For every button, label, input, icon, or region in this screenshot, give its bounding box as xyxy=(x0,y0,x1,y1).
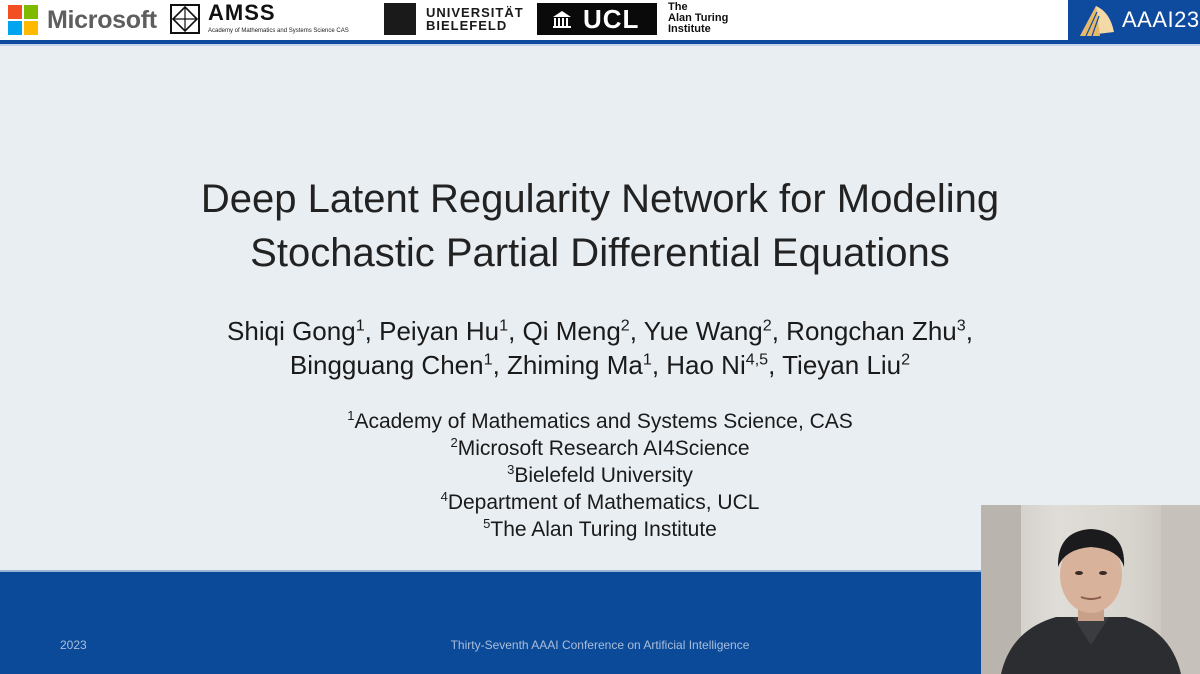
microsoft-squares-icon xyxy=(8,5,38,35)
footer-year: 2023 xyxy=(60,638,87,652)
author-affiliation-index: 1 xyxy=(642,350,652,369)
bielefeld-block-icon xyxy=(384,3,416,35)
title-line-1: Deep Latent Regularity Network for Modeling xyxy=(200,177,1000,221)
bielefeld-line2: BIELEFELD xyxy=(426,18,508,33)
author-affiliation-index: 1 xyxy=(499,316,509,335)
affiliation-text: Microsoft Research AI4Science xyxy=(457,437,750,460)
ucl-wordmark: UCL xyxy=(583,3,640,34)
slide-title xyxy=(0,172,1200,280)
affiliation-text: Academy of Mathematics and Systems Science, CAS xyxy=(354,410,853,433)
title-line-2: Stochastic Partial Differential Equations xyxy=(250,231,950,275)
aaai23-logo xyxy=(1068,0,1200,40)
author-list xyxy=(0,314,1200,382)
bielefeld-line1: UNIVERSITÄT xyxy=(426,5,524,20)
turing-line2: Alan Turing xyxy=(668,12,729,24)
author-name: Hao Ni xyxy=(666,350,746,380)
authors-line-2: Bingguang Chen$^1$, Zhiming Ma$^1$, Hao Ni$^{4,5}$, Tieyan Liu$^2$ xyxy=(289,350,911,380)
author-name: Tieyan Liu xyxy=(782,350,902,380)
affiliation-text: Department of Mathematics, UCL xyxy=(447,491,760,514)
affiliation-item xyxy=(0,408,1200,435)
presenter-silhouette-icon xyxy=(981,505,1200,674)
author-affiliation-index: 2 xyxy=(901,350,911,369)
author-affiliation-index: 1 xyxy=(355,316,365,335)
author-affiliation-index: 4,5 xyxy=(745,350,769,369)
sponsor-logo-bar xyxy=(0,0,1200,40)
bielefeld-logo xyxy=(384,3,524,35)
author-name: Yue Wang xyxy=(643,316,763,346)
amss-wordmark: AMSS xyxy=(208,0,276,25)
amss-logo xyxy=(170,2,349,38)
ucl-portico-icon xyxy=(551,9,573,29)
author-name: Bingguang Chen xyxy=(289,350,484,380)
turing-line3: Institute xyxy=(668,23,711,35)
microsoft-wordmark: Microsoft xyxy=(47,5,157,34)
author-affiliation-index: 3 xyxy=(956,316,966,335)
affiliation-index: 2 xyxy=(450,435,458,450)
authors-line-1: Shiqi Gong$^1$, Peiyan Hu$^1$, Qi Meng$^2$, Yue Wang$^2$, Rongchan Zhu$^3$, xyxy=(227,316,973,346)
alan-turing-logo xyxy=(668,2,728,35)
header-divider-light xyxy=(0,44,1200,46)
affiliation-index: 4 xyxy=(440,489,448,504)
microsoft-logo xyxy=(8,5,157,35)
affiliation-index: 5 xyxy=(483,516,491,531)
author-affiliation-index: 2 xyxy=(620,316,630,335)
affiliation-text: The Alan Turing Institute xyxy=(490,518,717,541)
affiliation-item xyxy=(0,435,1200,462)
author-affiliation-index: 2 xyxy=(762,316,772,335)
author-name: Rongchan Zhu xyxy=(786,316,957,346)
affiliation-text: Bielefeld University xyxy=(514,464,693,487)
aaai-sunrise-icon xyxy=(1076,2,1118,38)
presenter-webcam-video xyxy=(981,505,1200,674)
affiliation-index: 3 xyxy=(507,462,515,477)
author-name: Qi Meng xyxy=(522,316,621,346)
amss-subtitle: Academy of Mathematics and Systems Science CAS xyxy=(208,28,349,34)
author-name: Peiyan Hu xyxy=(379,316,500,346)
turing-line1: The xyxy=(668,1,688,13)
aaai23-wordmark: AAAI23 xyxy=(1122,7,1200,32)
author-name: Zhiming Ma xyxy=(507,350,643,380)
affiliation-item xyxy=(0,462,1200,489)
author-affiliation-index: 1 xyxy=(483,350,493,369)
affiliation-index: 1 xyxy=(347,408,355,423)
author-name: Shiqi Gong xyxy=(227,316,356,346)
footer-conference-name: Thirty-Seventh AAAI Conference on Artificial Intelligence xyxy=(450,638,750,652)
ucl-logo xyxy=(537,3,657,35)
amss-emblem-icon xyxy=(170,4,200,34)
